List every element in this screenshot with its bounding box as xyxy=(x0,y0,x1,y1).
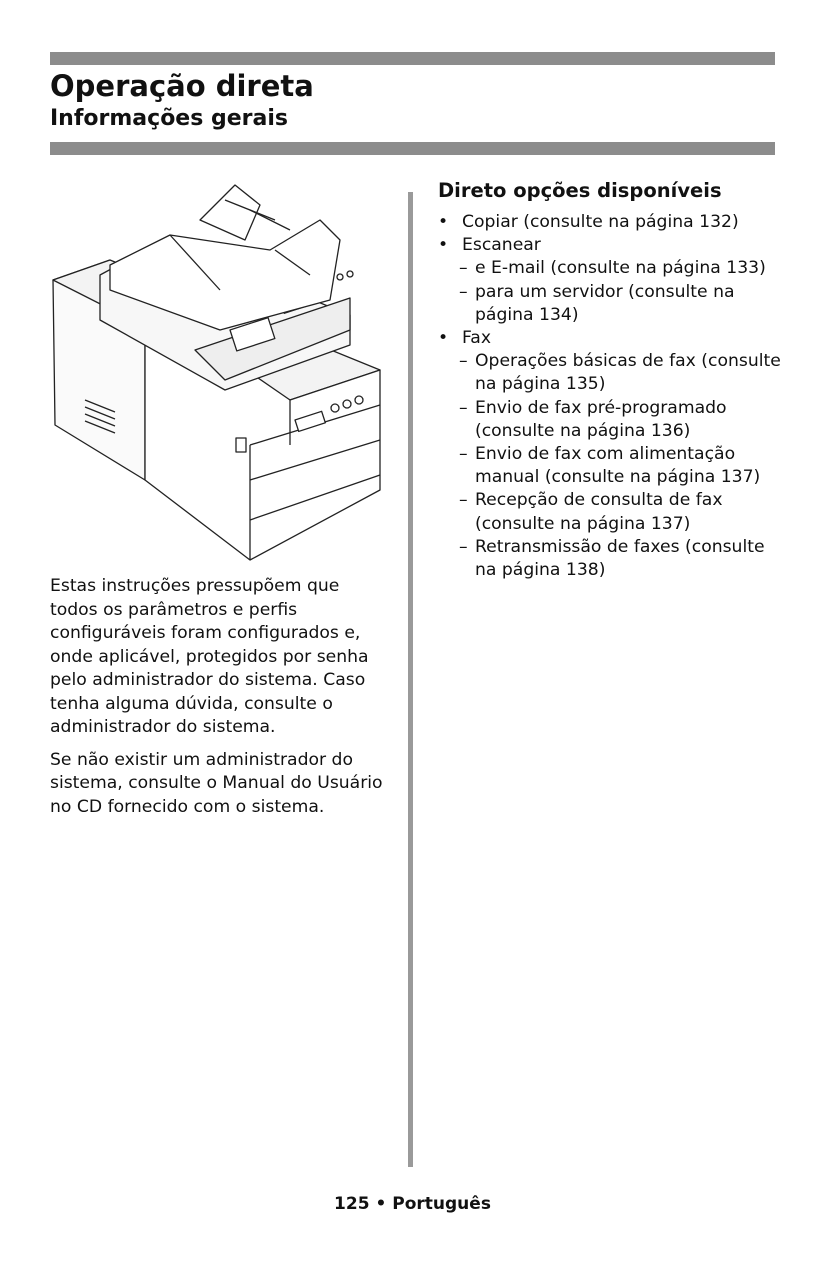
printer-figure xyxy=(50,180,385,565)
options-heading: Direto opções disponíveis xyxy=(438,179,722,202)
suboption-item: – Recepção de consulta de fax (consulte na página 137) xyxy=(459,489,783,535)
column-divider xyxy=(408,192,413,1167)
option-item-fax xyxy=(438,327,783,582)
option-label: Escanear xyxy=(462,235,541,256)
header-rule-top xyxy=(50,52,775,65)
intro-paragraph: Estas instruções pressupõem que todos os parâmetros e perfis configuráveis foram configurados e, onde aplicável, protegidos por senha pelo administrador do sistema. Caso tenha alguma dúvida, consulte o administrador do sistema. xyxy=(50,576,369,737)
page-subtitle: Informações gerais xyxy=(50,106,288,131)
suboption-item: – para um servidor (consulte na página 134) xyxy=(459,281,783,327)
page-title: Operação direta xyxy=(50,69,314,103)
footer-separator: • xyxy=(375,1194,387,1214)
suboption-list xyxy=(459,350,783,582)
footer-language: Português xyxy=(392,1194,491,1214)
page-number: 125 xyxy=(334,1194,370,1214)
header-rule-bottom xyxy=(50,142,775,155)
intro-paragraph: Se não existir um administrador do sistema, consulte o Manual do Usuário no CD fornecido com o sistema. xyxy=(50,749,383,817)
suboption-item: – e E-mail (consulte na página 133) xyxy=(459,257,783,280)
suboption-item: – Operações básicas de fax (consulte na página 135) xyxy=(459,350,783,396)
page-footer xyxy=(0,1194,825,1214)
suboption-item: – Envio de fax com alimentação manual (consulte na página 137) xyxy=(459,443,783,489)
option-label: Copiar (consulte na página 132) xyxy=(462,212,739,232)
option-item-escanear xyxy=(438,234,783,327)
intro-text xyxy=(50,575,385,828)
multifunction-printer-icon xyxy=(50,180,385,565)
suboption-item: – Envio de fax pré-programado (consulte na página 136) xyxy=(459,397,783,443)
suboption-list xyxy=(459,257,783,327)
options-list xyxy=(438,211,783,582)
options-section xyxy=(438,177,783,582)
option-label: Fax xyxy=(462,328,492,349)
option-item-copiar xyxy=(438,211,783,234)
suboption-item: – Retransmissão de faxes (consulte na página 138) xyxy=(459,536,783,582)
